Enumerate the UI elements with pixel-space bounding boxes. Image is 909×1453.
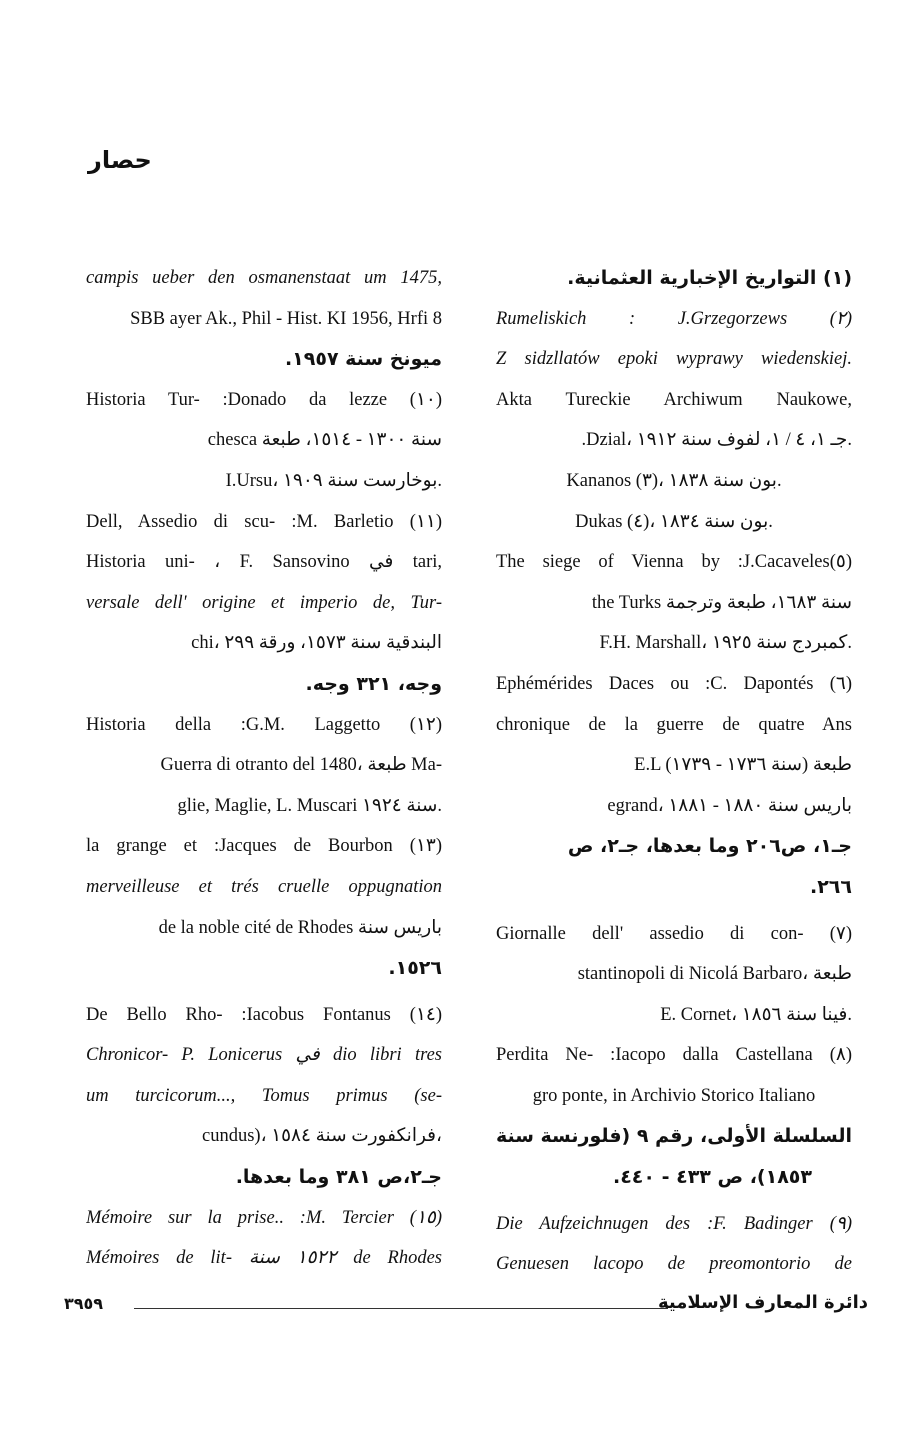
text-line: la grange et :Jacques de Bourbon (١٣) xyxy=(86,836,442,857)
right-column xyxy=(496,258,852,1285)
text-line: Die Aufzeichnugen des :F. Badinger (٩) xyxy=(496,1213,852,1234)
publication-title: دائرة المعارف الإسلامية xyxy=(657,1292,868,1313)
text-line: Perdita Ne- :Iacopo dalla Castellana (٨) xyxy=(496,1045,852,1066)
text-line: I.Ursu، بوخارست سنة ١٩٠٩. xyxy=(225,470,442,491)
text-line: ٢٦٦. xyxy=(809,875,852,898)
text-line: De Bello Rho- :Iacobus Fontanus (١٤) xyxy=(86,1004,442,1025)
page-number: ٣٩٥٩ xyxy=(64,1294,104,1313)
text-line: Mémoire sur la prise.. :M. Tercier (١٥) xyxy=(86,1207,442,1228)
text-line: Historia uni- ، F. Sansovino في tari, xyxy=(86,552,442,573)
text-line: versale dell' origine et imperio de, Tur- xyxy=(86,592,442,613)
text-line: cundus)، فرانكفورت سنة ١٥٨٤، xyxy=(202,1126,442,1147)
text-line: Dell, Assedio di scu- :M. Barletio (١١) xyxy=(86,511,442,532)
text-line: السلسلة الأولى، رقم ٩ (فلورنسة سنة xyxy=(496,1125,852,1148)
text-line: Guerra di otranto del 1480، طبعة Ma- xyxy=(160,755,442,776)
text-line: Dukas (٤)، بون سنة ١٨٣٤. xyxy=(575,511,773,532)
text-line: E.L (سنة ١٧٣٦ - ١٧٣٩) طبعة xyxy=(634,755,852,776)
text-line: Rumeliskich : J.Grzegorzews (٢) xyxy=(496,308,852,329)
text-line: .Dzial، جـ ١، ٤ / ١، لفوف سنة ١٩١٢. xyxy=(581,430,852,451)
text-line: ميونخ سنة ١٩٥٧. xyxy=(284,348,442,371)
left-column xyxy=(86,258,442,1279)
text-line: stantinopoli di Nicolá Barbaro، طبعة xyxy=(577,964,852,985)
text-line: The siege of Vienna by :J.Cacaveles(٥) xyxy=(496,552,852,573)
footer-rule xyxy=(134,1308,668,1309)
text-line: the Turks سنة ١٦٨٣، طبعة وترجمة xyxy=(591,592,852,613)
text-line: gro ponte, in Archivio Storico Italiano xyxy=(532,1085,816,1106)
text-line: Ephémérides Daces ou :C. Dapontés (٦) xyxy=(496,673,852,694)
text-line: Chronicor- P. Lonicerus في dio libri tres xyxy=(86,1045,442,1066)
text-line: egrand، باريس سنة ١٨٨٠ - ١٨٨١ xyxy=(607,795,852,816)
text-line: chesca سنة ١٣٠٠ - ١٥١٤، طبعة xyxy=(207,430,442,451)
text-line: Z sidzllatów epoki wyprawy wiedenskiej. xyxy=(496,349,852,370)
text-line: ١٨٥٣)، ص ٤٣٣ - ٤٤٠. xyxy=(612,1166,812,1189)
text-line: Historia della :G.M. Laggetto (١٢) xyxy=(86,714,442,735)
text-line: Kananos (٣)، بون سنة ١٨٣٨. xyxy=(566,470,782,491)
text-line: glie, Maglie, L. Muscari سنة ١٩٢٤. xyxy=(177,795,442,816)
text-line: Akta Tureckie Archiwum Naukowe, xyxy=(496,389,852,410)
page-title: حصار xyxy=(88,146,152,174)
page-footer xyxy=(64,1294,868,1324)
text-line: ١٥٢٦. xyxy=(388,957,442,980)
text-line: campis ueber den osmanenstaat um 1475, xyxy=(86,268,442,288)
text-line: chi، البندقية سنة ١٥٧٣، ورقة ٢٩٩ xyxy=(191,633,442,654)
text-line: Genuesen lacopo de preomontorio de xyxy=(496,1254,852,1275)
text-line: جـ٢،ص ٣٨١ وما بعدها. xyxy=(235,1166,442,1189)
text-line: de la noble cité de Rhodes باريس سنة xyxy=(158,917,442,938)
text-line: Historia Tur- :Donado da lezze (١٠) xyxy=(86,389,442,410)
text-line: F.H. Marshall، كمبردج سنة ١٩٢٥. xyxy=(599,633,852,654)
text-line: E. Cornet، فينا سنة ١٨٥٦. xyxy=(660,1004,852,1025)
text-line: Giornalle dell' assedio di con- (٧) xyxy=(496,923,852,944)
text-line: جـ١، ص٢٠٦ وما بعدها، جـ٢، ص xyxy=(567,835,852,858)
text-line: وجه، ٣٢١ وجه. xyxy=(305,672,442,695)
text-line: merveilleuse et trés cruelle oppugnation xyxy=(86,876,442,897)
text-line: Mémoires de lit- ١٥٢٢ سنة de Rhodes xyxy=(86,1248,442,1269)
text-line: SBB ayer Ak., Phil - Hist. KI 1956, Hrfi 8 xyxy=(130,308,442,329)
text-line: um turcicorum..., Tomus primus (se- xyxy=(86,1085,442,1106)
text-line: chronique de la guerre de quatre Ans xyxy=(496,714,852,735)
text-line: (١) التواريخ الإخبارية العثمانية. xyxy=(567,267,852,289)
